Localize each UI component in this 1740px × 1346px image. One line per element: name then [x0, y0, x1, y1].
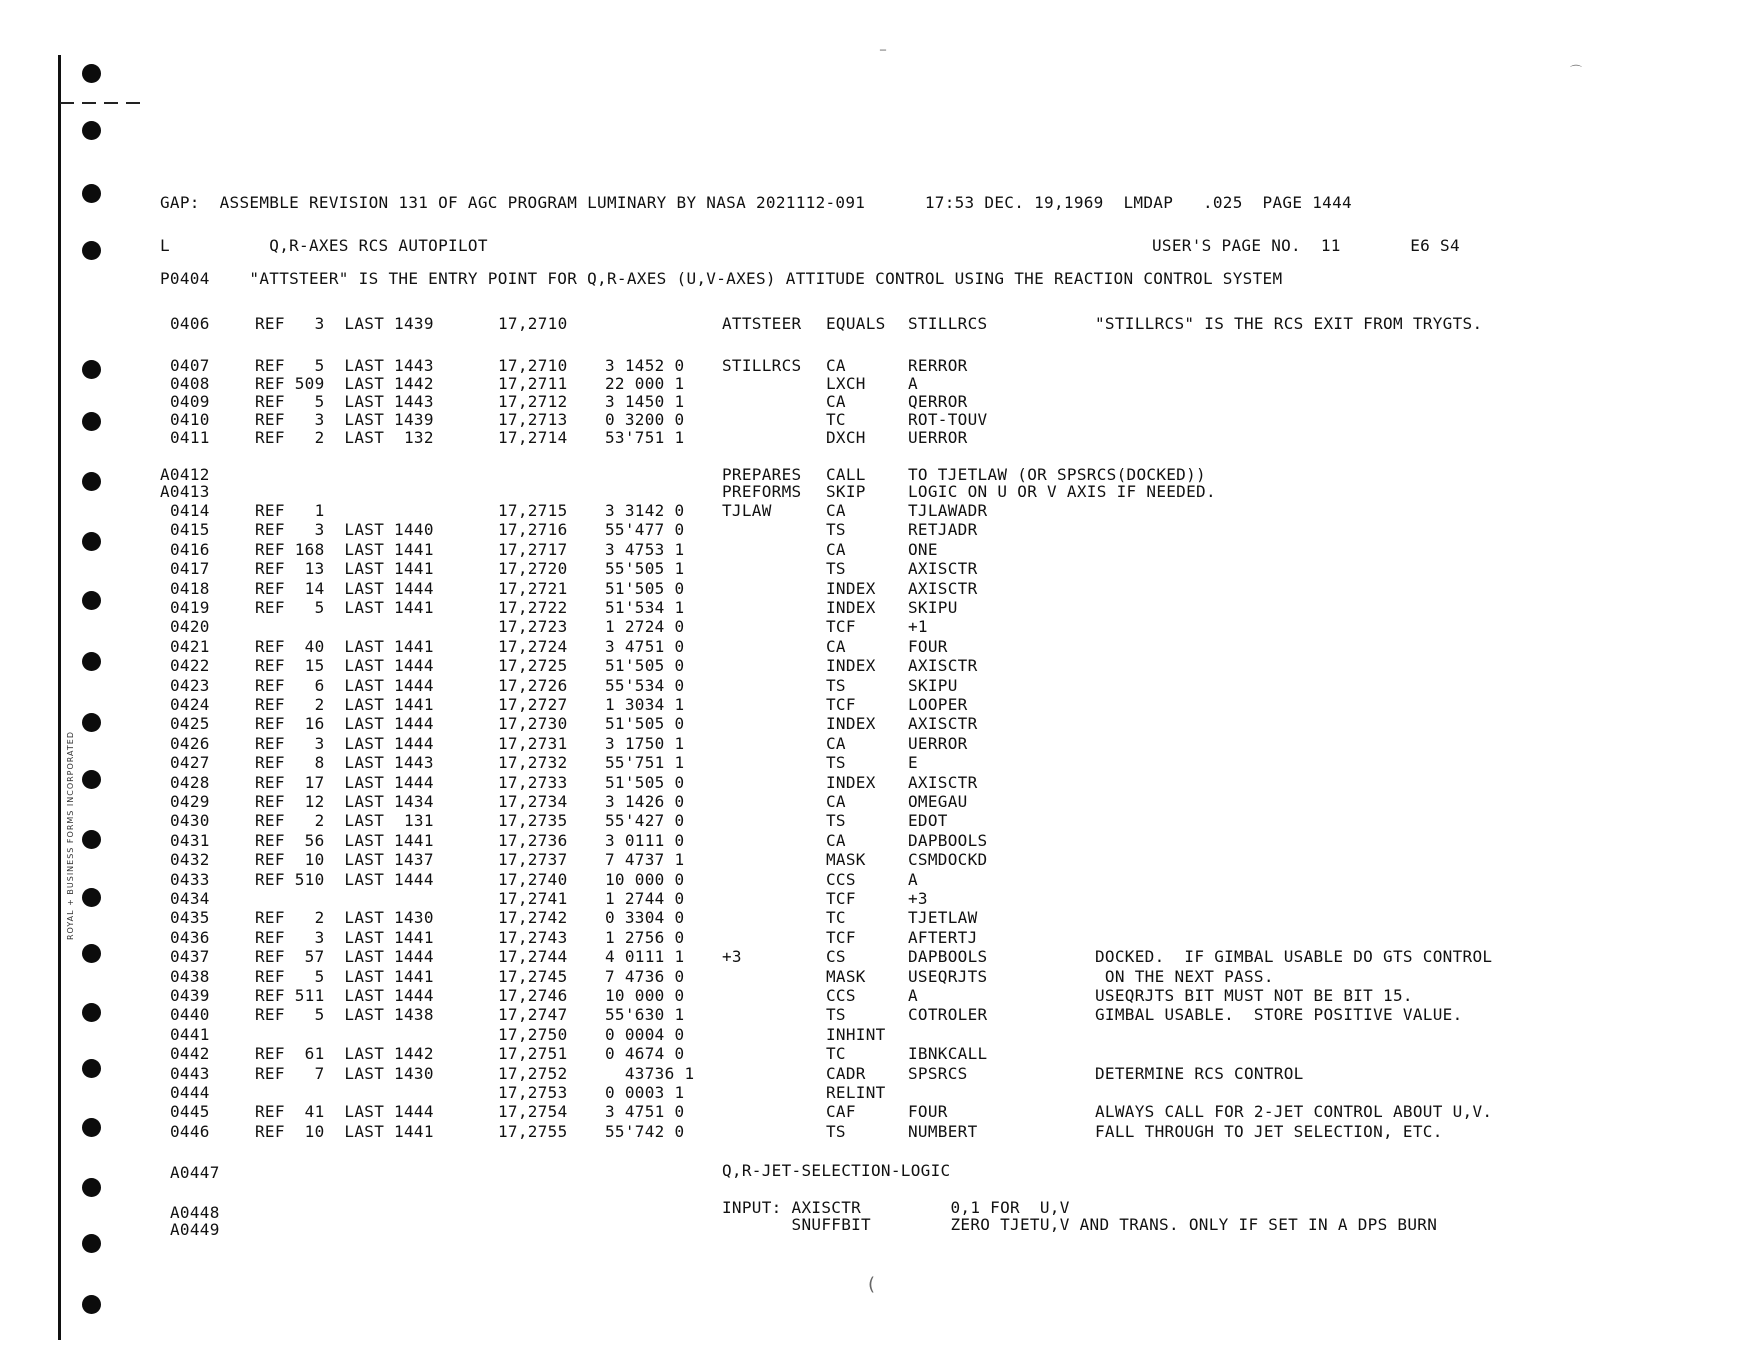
binder-tick-marks — [60, 102, 140, 104]
row-operand: E — [908, 753, 918, 773]
row-seq: 0422 — [170, 656, 210, 676]
row-op: INDEX — [826, 772, 876, 792]
row-seq: A0413 — [160, 482, 210, 501]
punch-hole — [82, 713, 101, 732]
row-op: INDEX — [826, 578, 876, 598]
row-addr: 17,2715 — [498, 501, 568, 520]
row-seq: 0420 — [170, 617, 210, 637]
footer-seq: A0448 — [170, 1203, 220, 1222]
row-op: CAF — [826, 1102, 856, 1122]
row-addr: 17,2720 — [498, 559, 568, 579]
row-code: 55'477 0 — [605, 520, 685, 540]
row-addr: 17,2710 — [498, 314, 568, 333]
row-ref: REF 41 LAST 1444 — [255, 1102, 434, 1122]
row-addr: 17,2732 — [498, 753, 568, 773]
punch-hole — [82, 1178, 101, 1197]
row-operand: RETJADR — [908, 520, 978, 540]
row-code: 55'630 1 — [605, 1005, 685, 1025]
footer-seq: A0449 — [170, 1220, 220, 1239]
row-op: TCF — [826, 927, 856, 947]
row-code: 10 000 0 — [605, 986, 685, 1005]
row-addr: 17,2716 — [498, 520, 568, 540]
row-label: ATTSTEER — [722, 314, 802, 333]
row-op: TC — [826, 908, 846, 928]
row-operand: FOUR — [908, 1102, 948, 1122]
footer-section-title: Q,R-JET-SELECTION-LOGIC — [722, 1161, 951, 1180]
row-addr: 17,2714 — [498, 428, 568, 447]
row-ref: REF 1 — [255, 501, 325, 520]
punch-hole — [82, 412, 101, 431]
row-ref: REF 2 LAST 132 — [255, 428, 434, 447]
row-seq: 0443 — [170, 1063, 210, 1083]
row-comment: USEQRJTS BIT MUST NOT BE BIT 15. — [1095, 986, 1413, 1005]
row-addr: 17,2717 — [498, 539, 568, 559]
row-label: PREPARES — [722, 465, 802, 484]
row-op: INDEX — [826, 598, 876, 617]
row-code: 0 3304 0 — [605, 908, 685, 928]
row-op: LXCH — [826, 374, 866, 393]
punch-hole — [82, 1059, 101, 1078]
row-ref: REF 7 LAST 1430 — [255, 1063, 434, 1083]
row-op: EQUALS — [826, 314, 886, 333]
punch-hole — [82, 1003, 101, 1022]
row-op: TS — [826, 520, 846, 540]
row-addr: 17,2737 — [498, 850, 568, 870]
row-ref: REF 10 LAST 1437 — [255, 850, 434, 870]
row-code: 51'505 0 — [605, 714, 685, 734]
row-op: CADR — [826, 1063, 866, 1083]
row-code: 3 4751 0 — [605, 1102, 685, 1122]
row-code: 3 4753 1 — [605, 539, 685, 559]
smudge-mark: ( — [868, 1274, 876, 1295]
row-operand: USEQRJTS — [908, 966, 988, 986]
row-label: +3 — [722, 947, 742, 967]
row-ref: REF 5 LAST 1438 — [255, 1005, 434, 1025]
row-op: CALL — [826, 465, 866, 484]
punch-hole — [82, 1295, 101, 1314]
row-addr: 17,2755 — [498, 1121, 568, 1141]
row-seq: 0423 — [170, 675, 210, 695]
row-operand: UERROR — [908, 428, 968, 447]
row-seq: 0442 — [170, 1044, 210, 1064]
row-op: INDEX — [826, 656, 876, 676]
row-op: TS — [826, 1005, 846, 1025]
row-ref: REF 2 LAST 1430 — [255, 908, 434, 928]
row-ref: REF 510 LAST 1444 — [255, 869, 434, 889]
row-ref: REF 509 LAST 1442 — [255, 374, 434, 393]
row-seq: 0436 — [170, 927, 210, 947]
row-ref: REF 3 LAST 1441 — [255, 927, 434, 947]
row-ref: REF 13 LAST 1441 — [255, 559, 434, 579]
punch-hole — [82, 121, 101, 140]
row-ref: REF 3 LAST 1439 — [255, 314, 434, 333]
punch-hole — [82, 652, 101, 671]
row-code: 1 2744 0 — [605, 889, 685, 908]
row-seq: 0429 — [170, 792, 210, 811]
row-code: 55'427 0 — [605, 811, 685, 831]
row-ref: REF 3 LAST 1444 — [255, 733, 434, 753]
row-addr: 17,2726 — [498, 675, 568, 695]
punch-hole — [82, 591, 101, 610]
row-op: CCS — [826, 869, 856, 889]
row-seq: 0418 — [170, 578, 210, 598]
row-seq: 0439 — [170, 986, 210, 1005]
row-addr: 17,2722 — [498, 598, 568, 617]
punch-hole — [82, 360, 101, 379]
row-code: 55'742 0 — [605, 1121, 685, 1141]
row-code: 51'534 1 — [605, 598, 685, 617]
row-operand: AXISCTR — [908, 772, 978, 792]
row-ref: REF 2 LAST 1441 — [255, 695, 434, 714]
row-code: 55'505 1 — [605, 559, 685, 579]
row-comment: DOCKED. IF GIMBAL USABLE DO GTS CONTROL — [1095, 947, 1493, 967]
row-code: 53'751 1 — [605, 428, 685, 447]
row-ref: REF 17 LAST 1444 — [255, 772, 434, 792]
header-title-line: GAP: ASSEMBLE REVISION 131 OF AGC PROGRAM LUMINARY BY NASA 2021112-091 17:53 DEC. 19,1969 LMDAP .025 PAGE 1444 — [160, 193, 1352, 212]
row-label: PREFORMS — [722, 482, 802, 501]
row-ref: REF 3 LAST 1439 — [255, 410, 434, 429]
row-operand: TJLAWADR — [908, 501, 988, 520]
row-addr: 17,2751 — [498, 1044, 568, 1064]
row-seq: 0424 — [170, 695, 210, 714]
row-code: 1 2756 0 — [605, 927, 685, 947]
row-ref: REF 56 LAST 1441 — [255, 830, 434, 850]
row-op: CA — [826, 792, 846, 811]
row-code: 7 4736 0 — [605, 966, 685, 986]
row-op: CA — [826, 636, 846, 656]
row-seq: 0444 — [170, 1083, 210, 1102]
row-label: STILLRCS — [722, 356, 802, 375]
row-operand: QERROR — [908, 392, 968, 411]
row-addr: 17,2740 — [498, 869, 568, 889]
row-addr: 17,2736 — [498, 830, 568, 850]
row-addr: 17,2723 — [498, 617, 568, 637]
row-addr: 17,2713 — [498, 410, 568, 429]
row-seq: 0430 — [170, 811, 210, 831]
row-ref: REF 15 LAST 1444 — [255, 656, 434, 676]
row-op: INHINT — [826, 1024, 886, 1044]
row-op: TS — [826, 675, 846, 695]
row-addr: 17,2721 — [498, 578, 568, 598]
row-seq: 0426 — [170, 733, 210, 753]
row-comment: "STILLRCS" IS THE RCS EXIT FROM TRYGTS. — [1095, 314, 1483, 333]
smudge-mark: ⌒ — [1570, 64, 1583, 78]
punch-hole — [82, 830, 101, 849]
row-addr: 17,2734 — [498, 792, 568, 811]
row-operand: A — [908, 374, 918, 393]
row-ref: REF 5 LAST 1441 — [255, 966, 434, 986]
row-addr: 17,2744 — [498, 947, 568, 967]
binder-margin-line — [58, 55, 61, 1340]
row-label: TJLAW — [722, 501, 772, 520]
row-ref: REF 10 LAST 1441 — [255, 1121, 434, 1141]
row-seq: 0414 — [170, 501, 210, 520]
row-comment: GIMBAL USABLE. STORE POSITIVE VALUE. — [1095, 1005, 1463, 1025]
row-seq: 0407 — [170, 356, 210, 375]
row-code: 3 4751 0 — [605, 636, 685, 656]
row-op: TC — [826, 410, 846, 429]
row-code: 3 1450 1 — [605, 392, 685, 411]
header-description-line: P0404 "ATTSTEER" IS THE ENTRY POINT FOR Q,R-AXES (U,V-AXES) ATTITUDE CONTROL USING THE REACTION CONTROL SYSTEM — [160, 269, 1283, 288]
row-addr: 17,2742 — [498, 908, 568, 928]
row-operand: UERROR — [908, 733, 968, 753]
row-code: 51'505 0 — [605, 578, 685, 598]
row-addr: 17,2724 — [498, 636, 568, 656]
row-operand: SPSRCS — [908, 1063, 968, 1083]
row-seq: 0410 — [170, 410, 210, 429]
row-code: 51'505 0 — [605, 772, 685, 792]
row-addr: 17,2754 — [498, 1102, 568, 1122]
row-code: 3 0111 0 — [605, 830, 685, 850]
row-op: CA — [826, 356, 846, 375]
row-ref: REF 6 LAST 1444 — [255, 675, 434, 695]
row-ref: REF 2 LAST 131 — [255, 811, 434, 831]
row-operand: ONE — [908, 539, 938, 559]
row-code: 4 0111 1 — [605, 947, 685, 967]
row-operand: STILLRCS — [908, 314, 988, 333]
row-operand: AFTERTJ — [908, 927, 978, 947]
row-code: 51'505 0 — [605, 656, 685, 676]
row-seq: 0416 — [170, 539, 210, 559]
row-seq: 0415 — [170, 520, 210, 540]
row-addr: 17,2741 — [498, 889, 568, 908]
footer-seq: A0447 — [170, 1163, 220, 1182]
row-addr: 17,2750 — [498, 1024, 568, 1044]
row-seq: 0406 — [170, 314, 210, 333]
row-op: CS — [826, 947, 846, 967]
row-seq: 0435 — [170, 908, 210, 928]
row-addr: 17,2735 — [498, 811, 568, 831]
row-operand: NUMBERT — [908, 1121, 978, 1141]
row-operand: FOUR — [908, 636, 948, 656]
row-operand: TO TJETLAW (OR SPSRCS(DOCKED)) — [908, 465, 1206, 484]
row-code: 0 4674 0 — [605, 1044, 685, 1064]
row-operand: +1 — [908, 617, 928, 637]
row-seq: 0411 — [170, 428, 210, 447]
row-code: 1 3034 1 — [605, 695, 685, 714]
row-addr: 17,2747 — [498, 1005, 568, 1025]
row-op: TS — [826, 811, 846, 831]
row-operand: CSMDOCKD — [908, 850, 988, 870]
row-seq: 0421 — [170, 636, 210, 656]
row-op: TS — [826, 1121, 846, 1141]
row-ref: REF 511 LAST 1444 — [255, 986, 434, 1005]
row-operand: AXISCTR — [908, 656, 978, 676]
row-addr: 17,2725 — [498, 656, 568, 676]
row-operand: SKIPU — [908, 598, 958, 617]
row-addr: 17,2730 — [498, 714, 568, 734]
row-code: 55'751 1 — [605, 753, 685, 773]
row-operand: OMEGAU — [908, 792, 968, 811]
row-op: DXCH — [826, 428, 866, 447]
row-ref: REF 5 LAST 1443 — [255, 392, 434, 411]
row-operand: AXISCTR — [908, 578, 978, 598]
row-op: CA — [826, 392, 846, 411]
row-operand: SKIPU — [908, 675, 958, 695]
row-seq: 0440 — [170, 1005, 210, 1025]
row-code: 22 000 1 — [605, 374, 685, 393]
side-vendor-text: ROYAL + BUSINESS FORMS INCORPORATED — [66, 731, 75, 940]
row-code: 10 000 0 — [605, 869, 685, 889]
row-op: CA — [826, 501, 846, 520]
row-code: 1 2724 0 — [605, 617, 685, 637]
row-code: 0 0003 1 — [605, 1083, 685, 1102]
row-op: CA — [826, 830, 846, 850]
row-seq: 0434 — [170, 889, 210, 908]
punch-hole — [82, 184, 101, 203]
row-ref: REF 40 LAST 1441 — [255, 636, 434, 656]
row-op: MASK — [826, 850, 866, 870]
row-code: 3 1452 0 — [605, 356, 685, 375]
row-addr: 17,2752 — [498, 1063, 568, 1083]
row-comment: ALWAYS CALL FOR 2-JET CONTROL ABOUT U,V. — [1095, 1102, 1493, 1122]
punch-hole — [82, 888, 101, 907]
row-operand: EDOT — [908, 811, 948, 831]
row-op: TS — [826, 753, 846, 773]
row-seq: 0425 — [170, 714, 210, 734]
row-addr: 17,2711 — [498, 374, 568, 393]
row-operand: IBNKCALL — [908, 1044, 988, 1064]
row-addr: 17,2753 — [498, 1083, 568, 1102]
row-operand: DAPBOOLS — [908, 947, 988, 967]
row-op: CA — [826, 733, 846, 753]
row-seq: 0432 — [170, 850, 210, 870]
row-seq: 0417 — [170, 559, 210, 579]
row-op: INDEX — [826, 714, 876, 734]
row-seq: 0419 — [170, 598, 210, 617]
row-addr: 17,2731 — [498, 733, 568, 753]
row-ref: REF 14 LAST 1444 — [255, 578, 434, 598]
row-op: RELINT — [826, 1083, 886, 1102]
row-addr: 17,2743 — [498, 927, 568, 947]
row-ref: REF 61 LAST 1442 — [255, 1044, 434, 1064]
row-operand: +3 — [908, 889, 928, 908]
row-code: 3 3142 0 — [605, 501, 685, 520]
row-ref: REF 168 LAST 1441 — [255, 539, 434, 559]
row-op: CCS — [826, 986, 856, 1005]
row-code: 3 1750 1 — [605, 733, 685, 753]
row-seq: 0408 — [170, 374, 210, 393]
row-seq: 0437 — [170, 947, 210, 967]
row-code: 43736 1 — [605, 1063, 695, 1083]
footer-input-line: INPUT: AXISCTR 0,1 FOR U,V — [722, 1198, 1070, 1217]
row-comment: ON THE NEXT PASS. — [1095, 966, 1274, 986]
row-addr: 17,2710 — [498, 356, 568, 375]
row-seq: 0446 — [170, 1121, 210, 1141]
row-code: 0 3200 0 — [605, 410, 685, 429]
row-seq: A0412 — [160, 465, 210, 484]
row-ref: REF 5 LAST 1443 — [255, 356, 434, 375]
punch-hole — [82, 1234, 101, 1253]
row-code: 55'534 0 — [605, 675, 685, 695]
footer-input-line: SNUFFBIT ZERO TJETU,V AND TRANS. ONLY IF SET IN A DPS BURN — [722, 1215, 1438, 1234]
punch-hole — [82, 1118, 101, 1137]
row-op: MASK — [826, 966, 866, 986]
row-ref: REF 16 LAST 1444 — [255, 714, 434, 734]
header-section-line: L Q,R-AXES RCS AUTOPILOT — [160, 236, 488, 255]
row-ref: REF 57 LAST 1444 — [255, 947, 434, 967]
row-comment: FALL THROUGH TO JET SELECTION, ETC. — [1095, 1121, 1443, 1141]
row-code: 0 0004 0 — [605, 1024, 685, 1044]
row-seq: 0409 — [170, 392, 210, 411]
row-op: TCF — [826, 617, 856, 637]
row-operand: AXISCTR — [908, 559, 978, 579]
row-seq: 0438 — [170, 966, 210, 986]
row-op: TCF — [826, 695, 856, 714]
punch-hole — [82, 770, 101, 789]
row-addr: 17,2733 — [498, 772, 568, 792]
row-ref: REF 3 LAST 1440 — [255, 520, 434, 540]
punch-hole — [82, 532, 101, 551]
row-seq: 0433 — [170, 869, 210, 889]
row-op: TS — [826, 559, 846, 579]
row-addr: 17,2727 — [498, 695, 568, 714]
row-operand: TJETLAW — [908, 908, 978, 928]
row-addr: 17,2745 — [498, 966, 568, 986]
row-ref: REF 12 LAST 1434 — [255, 792, 434, 811]
row-op: CA — [826, 539, 846, 559]
row-operand: ROT-TOUV — [908, 410, 988, 429]
punch-hole — [82, 472, 101, 491]
row-seq: 0431 — [170, 830, 210, 850]
row-operand: AXISCTR — [908, 714, 978, 734]
row-op: TC — [826, 1044, 846, 1064]
row-seq: 0427 — [170, 753, 210, 773]
punch-hole — [82, 64, 101, 83]
row-addr: 17,2712 — [498, 392, 568, 411]
punch-hole — [82, 944, 101, 963]
row-addr: 17,2746 — [498, 986, 568, 1005]
row-code: 7 4737 1 — [605, 850, 685, 870]
row-ref: REF 5 LAST 1441 — [255, 598, 434, 617]
row-op: SKIP — [826, 482, 866, 501]
row-operand: A — [908, 986, 918, 1005]
row-op: TCF — [826, 889, 856, 908]
row-operand: RERROR — [908, 356, 968, 375]
header-user-page: USER'S PAGE NO. 11 E6 S4 — [1152, 236, 1460, 255]
row-seq: 0445 — [170, 1102, 210, 1122]
row-operand: COTROLER — [908, 1005, 988, 1025]
row-operand: DAPBOOLS — [908, 830, 988, 850]
row-code: 3 1426 0 — [605, 792, 685, 811]
row-operand: LOGIC ON U OR V AXIS IF NEEDED. — [908, 482, 1216, 501]
punch-hole — [82, 241, 101, 260]
smudge-mark: ‾ — [880, 48, 886, 62]
row-ref: REF 8 LAST 1443 — [255, 753, 434, 773]
row-operand: LOOPER — [908, 695, 968, 714]
row-comment: DETERMINE RCS CONTROL — [1095, 1063, 1304, 1083]
row-seq: 0441 — [170, 1024, 210, 1044]
row-operand: A — [908, 869, 918, 889]
row-seq: 0428 — [170, 772, 210, 792]
